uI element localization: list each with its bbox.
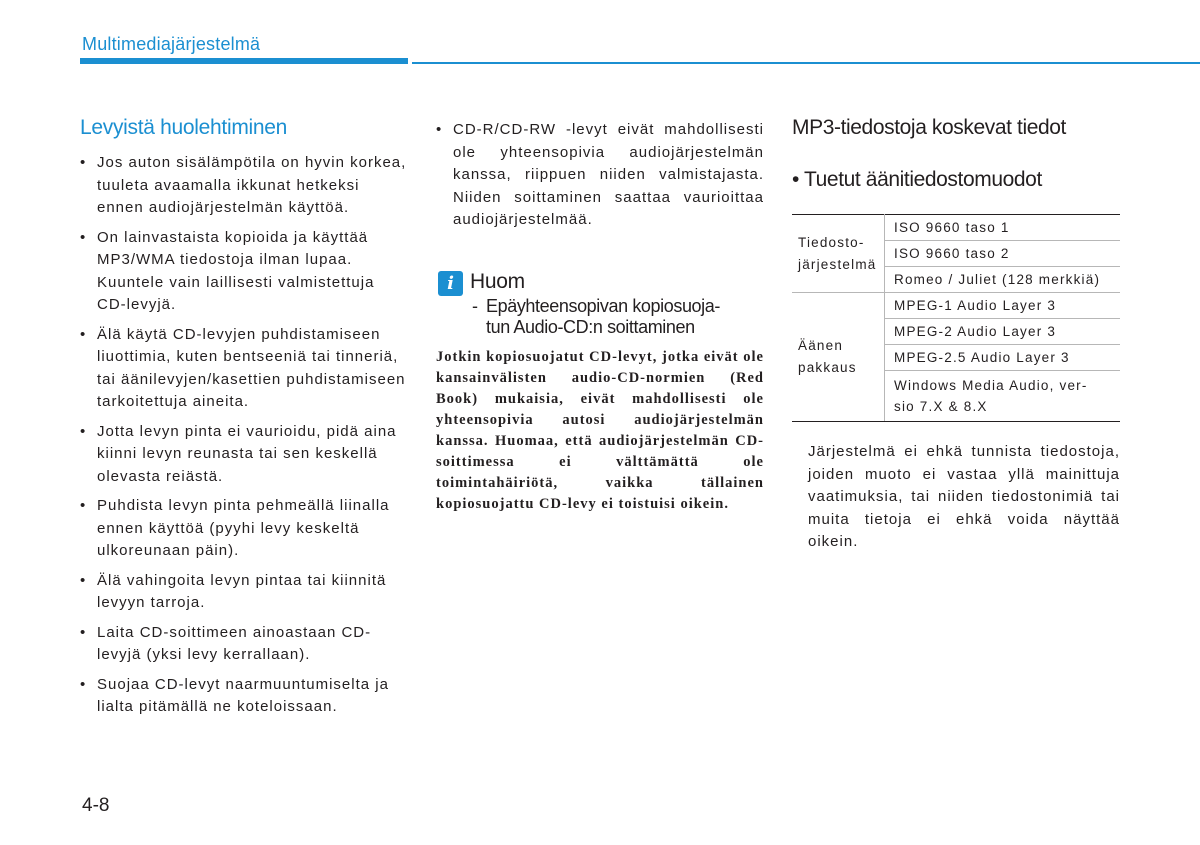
table-cell: Windows Media Audio, ver- sio 7.X & 8.X [885,371,1121,422]
header-rule-thick [80,58,408,64]
supported-formats-title: • Tuetut äänitiedostomuodot [792,168,1042,191]
table-cell: MPEG-1 Audio Layer 3 [885,293,1121,319]
list-item: • Jos auton sisälämpötila on hyvin korkea, tuuleta avaamalla ikkunat hetkeksi ennen audiojärjestelmän käyttöä. [80,152,408,220]
table-row [792,293,1120,319]
page-number: 4-8 [82,795,110,816]
note-subtitle [472,296,772,338]
list-item: • Jotta levyn pinta ei vaurioidu, pidä aina kiinni levyn reunasta tai sen keskellä olevasta reiästä. [80,421,408,489]
page-header-title: Multimediajärjestelmä [82,34,261,54]
table-cell: MPEG-2 Audio Layer 3 [885,319,1121,345]
list-item: • Puhdista levyn pinta pehmeällä liinalla ennen käyttöä (pyyhi levy keskeltä ulkoreunaan päin). [80,495,408,563]
table-group-audio-compression: Äänen pakkaus [792,293,885,422]
info-icon: i [438,271,463,296]
note-title: Huom [470,270,525,293]
mp3-compatibility-note: Järjestelmä ei ehkä tunnista tiedostoja, joiden muoto ei vastaa yllä mainittuja vaatimuksia, tai niiden tiedostonimiä tai muita tietoja ei ehkä voida näyttää oikein. [808,443,1120,550]
table-cell: ISO 9660 taso 1 [885,215,1121,241]
list-item: • CD-R/CD-RW -levyt eivät mahdollisesti ole yhteensopivia audiojärjestelmän kanssa, riippuen niiden valmistajasta. Niiden soittaminen saattaa vaurioittaa audiojärjestelmää. [436,119,764,232]
mp3-section-title: MP3-tiedostoja koskevat tiedot [792,116,1066,139]
list-item: • Suojaa CD-levyt naarmuuntumiselta ja lialta pitämällä ne koteloissaan. [80,674,408,719]
list-item: • On lainvastaista kopioida ja käyttää MP3/WMA tiedostoja ilman lupaa. Kuuntele vain laillisesti valmistettuja CD-levyjä. [80,227,408,317]
table-group-file-system: Tiedosto- järjestelmä [792,215,885,293]
note-body: Jotkin kopiosuojatut CD-levyt, jotka eivät ole kansainvälisten audio-CD-normien (Red Book) mukaisia, eivät mahdollisesti ole yhteensopivia autosi audiojärjestelmän kanssa. Huomaa, että audiojärjestelmän CD-soittimessa ei välttämättä ole toimintahäiriötä, vaikka tällainen kopiosuojattu CD-levy ei toistuisi oikein. [436,349,764,512]
supported-formats-table [792,214,1120,422]
note-subtitle-line1: Epäyhteensopivan kopiosuoja- [486,296,720,316]
table-cell: MPEG-2.5 Audio Layer 3 [885,345,1121,371]
list-item: • Älä vahingoita levyn pintaa tai kiinnitä levyyn tarroja. [80,570,408,615]
table-cell: ISO 9660 taso 2 [885,241,1121,267]
table-row [792,215,1120,241]
note-subtitle-line2: tun Audio-CD:n soittaminen [486,317,695,337]
note-subtitle-dash: - [472,296,478,316]
list-item: • Laita CD-soittimeen ainoastaan CD-levyjä (yksi levy kerrallaan). [80,622,408,667]
list-item: • Älä käytä CD-levyjen puhdistamiseen liuottimia, kuten bentseeniä tai tinneriä, tai äänilevyjen/kasettien puhdistamiseen tarkoitettuja aineita. [80,324,408,414]
table-cell: Romeo / Juliet (128 merkkiä) [885,267,1121,293]
disc-care-list-continued [436,119,764,239]
header-rule-thin [412,62,1200,64]
disc-care-title: Levyistä huolehtiminen [80,116,288,139]
disc-care-list [80,152,408,726]
